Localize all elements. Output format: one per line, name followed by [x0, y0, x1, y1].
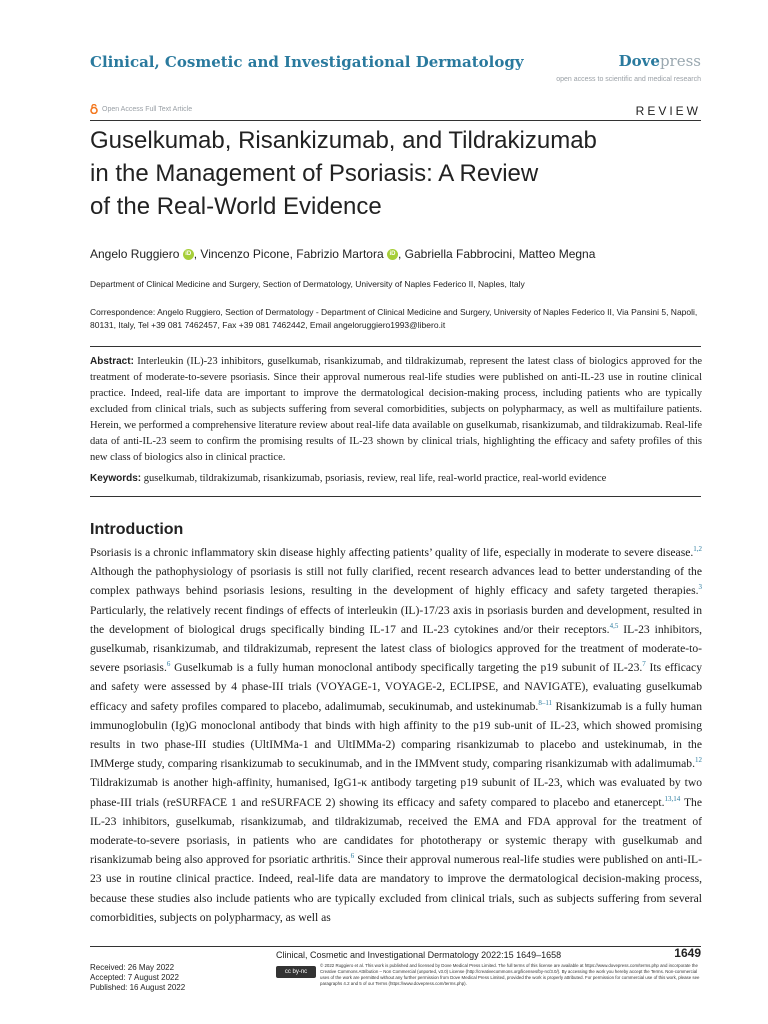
citation-ref[interactable]: 1,2	[693, 545, 702, 554]
citation-ref[interactable]: 12	[695, 756, 702, 765]
brand-press: press	[659, 52, 701, 70]
journal-title[interactable]: Clinical, Cosmetic and Investigational Dermatology	[90, 53, 524, 71]
license-text: © 2022 Ruggiero et al. This work is published and licensed by Dove Medical Press Limited. The full terms of this license are available at https://www.dovepress.com/terms.php and incorporate the Creative Commons Attribution – Non Commercial (unported, v3.0) License (http://creativecommons.org/licenses/by-nc/3.0/). By accessing the work you hereby accept the Terms. Non-commercial uses of the work are permitted without any further permission from Dove Medical Press Limited, provided the work is properly attributed. For permission for commercial use of this work, please see paragraphs 4.2 and 5 of our Terms (https://www.dovepress.com/terms.php).	[320, 963, 700, 986]
open-lock-icon	[90, 104, 98, 114]
intro-text: The IL-23 inhibitors, guselkumab, risankizumab, and tildrakizumab, received the EMA and FDA approval for the treatment of moderate-to-severe psoriasis, in patients who are candidates for phototherapy or systemic therapy with guselkumab and risankizumab being also approved for psoriatic arthritis.	[90, 795, 702, 867]
accepted-date: Accepted: 7 August 2022	[90, 973, 179, 982]
citation-ref[interactable]: 8–11	[538, 698, 553, 707]
title-line-2: in the Management of Psoriasis: A Review	[90, 160, 539, 187]
intro-text: Its efficacy and safety were assessed by 4 phase-III trials (VOYAGE-1, VOYAGE-2, ECLIPSE, and NAVIGATE), evaluating guselkumab efficacy and safety profiles compared to placebo, adalimumab, secukinumab, and ustekinumab.	[90, 661, 702, 713]
header-divider	[90, 120, 701, 121]
citation-ref[interactable]: 13,14	[664, 794, 681, 803]
received-date: Received: 26 May 2022	[90, 963, 175, 972]
dovepress-logo[interactable]	[619, 52, 701, 70]
intro-text: Particularly, the relatively recent findings of effects of interleukin (IL)-17/23 axis in psoriasis burden and development, resulted in the development of biological drugs specifically binding IL-17 and IL-23 cytokines and/or their receptors.	[90, 603, 702, 636]
section-heading-introduction: Introduction	[90, 521, 184, 538]
affiliation: Department of Clinical Medicine and Surgery, Section of Dermatology, University of Naples Federico II, Naples, Italy	[90, 279, 525, 289]
open-access-text: Open Access Full Text Article	[102, 105, 193, 113]
abstract-bottom-divider	[90, 496, 701, 497]
article-title	[90, 124, 710, 223]
page-number: 1649	[674, 946, 701, 960]
article-type: REVIEW	[635, 104, 701, 118]
footer-divider	[90, 946, 701, 947]
article-dates	[90, 963, 185, 993]
intro-text: Risankizumab is a fully human immunoglobulin (Ig)G monoclonal antibody that binds with high affinity to the p19 sub-unit of IL-23, which showed promising results in two phase-III studies (UltIMMa-1 and UltIMMa-2) comparing risankizumab to placebo and ustekinumab, in the IMMerge study, comparing risankizumab to secukinumab, and in the IMMvent study, comparing risankizumab with adalimumab.	[90, 699, 702, 771]
intro-text: Psoriasis is a chronic inflammatory skin disease highly affecting patients’ quality of life, especially in moderate to severe disease.	[90, 546, 694, 559]
citation-ref[interactable]: 6	[350, 852, 355, 861]
authors-end: , Gabriella Fabbrocini, Matteo Megna	[397, 247, 596, 261]
abstract-top-divider	[90, 346, 701, 347]
author-list	[90, 247, 595, 261]
citation-ref[interactable]: 4,5	[609, 621, 619, 630]
published-date: Published: 16 August 2022	[90, 983, 186, 992]
publisher-tagline: open access to scientific and medical research	[556, 76, 701, 83]
orcid-icon[interactable]: iD	[387, 249, 398, 260]
orcid-icon[interactable]: iD	[183, 249, 194, 260]
journal-citation[interactable]: Clinical, Cosmetic and Investigational Dermatology 2022:15 1649–1658	[276, 950, 562, 960]
intro-text: Guselkumab is a fully human monoclonal antibody specifically targeting the p19 subunit of IL-23.	[170, 661, 643, 675]
abstract	[90, 354, 702, 466]
citation-ref[interactable]: 7	[642, 660, 646, 669]
keywords	[90, 473, 702, 484]
keywords-label: Keywords:	[90, 473, 142, 484]
introduction-paragraph	[90, 543, 702, 927]
abstract-label: Abstract:	[90, 356, 134, 367]
intro-text: Since their approval numerous real-life studies were published on anti-IL-23 use in routine clinical practice. Indeed, real-life data are mandatory to improve the dermatological decision-making process, because these studies also include patients who are typically excluded from clinical trials, such as subjects suffering from several comorbidities, subjects on polypharmacy, as well as	[90, 853, 702, 924]
authors-middle: , Vincenzo Picone, Fabrizio Martora	[193, 247, 384, 261]
cc-license-icon[interactable]: cc by-nc	[276, 966, 316, 978]
intro-text: Tildrakizumab is another high-affinity, humanised, IgG1-κ antibody targeting p19 subunit of IL-23, which was evaluated by two phase-III trials (reSURFACE 1 and reSURFACE 2) showing its efficacy and safety compared to placebo and etanercept.	[90, 776, 702, 809]
title-line-3: of the Real-World Evidence	[90, 193, 382, 220]
intro-text: IL-23 inhibitors, guselkumab, risankizumab, and tildrakizumab, represent the latest class of biologics approved for the treatment of moderate-to-severe psoriasis.	[90, 622, 702, 675]
citation-ref[interactable]: 3	[698, 583, 702, 592]
citation-ref[interactable]: 6	[166, 660, 171, 669]
keywords-text: guselkumab, tildrakizumab, risankizumab, psoriasis, review, real life, real-world practice, real-world evidence	[141, 473, 607, 484]
abstract-text: Interleukin (IL)-23 inhibitors, guselkumab, risankizumab, and tildrakizumab, represent the latest class of biologics approved for the treatment of moderate-to-severe psoriasis. Since their approval numerous real-life studies were published on anti-IL-23 use in routine clinical practice. Indeed, real-life data are important to improve the dermatological decision-making process, including patients who are typically excluded from clinical trials, such as subjects suffering from several comorbidities, subjects on polypharmacy, as well as multifailure patients. Herein, we performed a comprehensive literature review about real-life data available on guselkumab, risankizumab, and tildrakizumab. Real-life data of anti-IL-23 seem to confirm the promising results of IL-23 shown by clinical trials, highlighting the efficacy and safety profiles of this new class of biologics also in clinical practice.	[90, 356, 702, 463]
title-line-1: Guselkumab, Risankizumab, and Tildrakizumab	[90, 127, 597, 154]
author-ruggiero[interactable]: Angelo Ruggiero	[90, 247, 180, 261]
open-access-label	[90, 104, 192, 114]
brand-dove: Dove	[618, 52, 660, 70]
intro-text: Although the pathophysiology of psoriasis is still not fully clarified, recent research advances lead to better understanding of the complex pathways behind psoriasis lesions, resulting in the development of highly efficacy and safety targeted therapies.	[90, 565, 702, 598]
correspondence: Correspondence: Angelo Ruggiero, Section of Dermatology - Department of Clinical Medicine and Surgery, University of Naples Federico II, Via Pansini 5, Napoli, 80131, Italy, Tel +39 081 7462457, Fax +39 081 7462442, Email angeloruggiero1993@libero.it	[90, 307, 698, 330]
